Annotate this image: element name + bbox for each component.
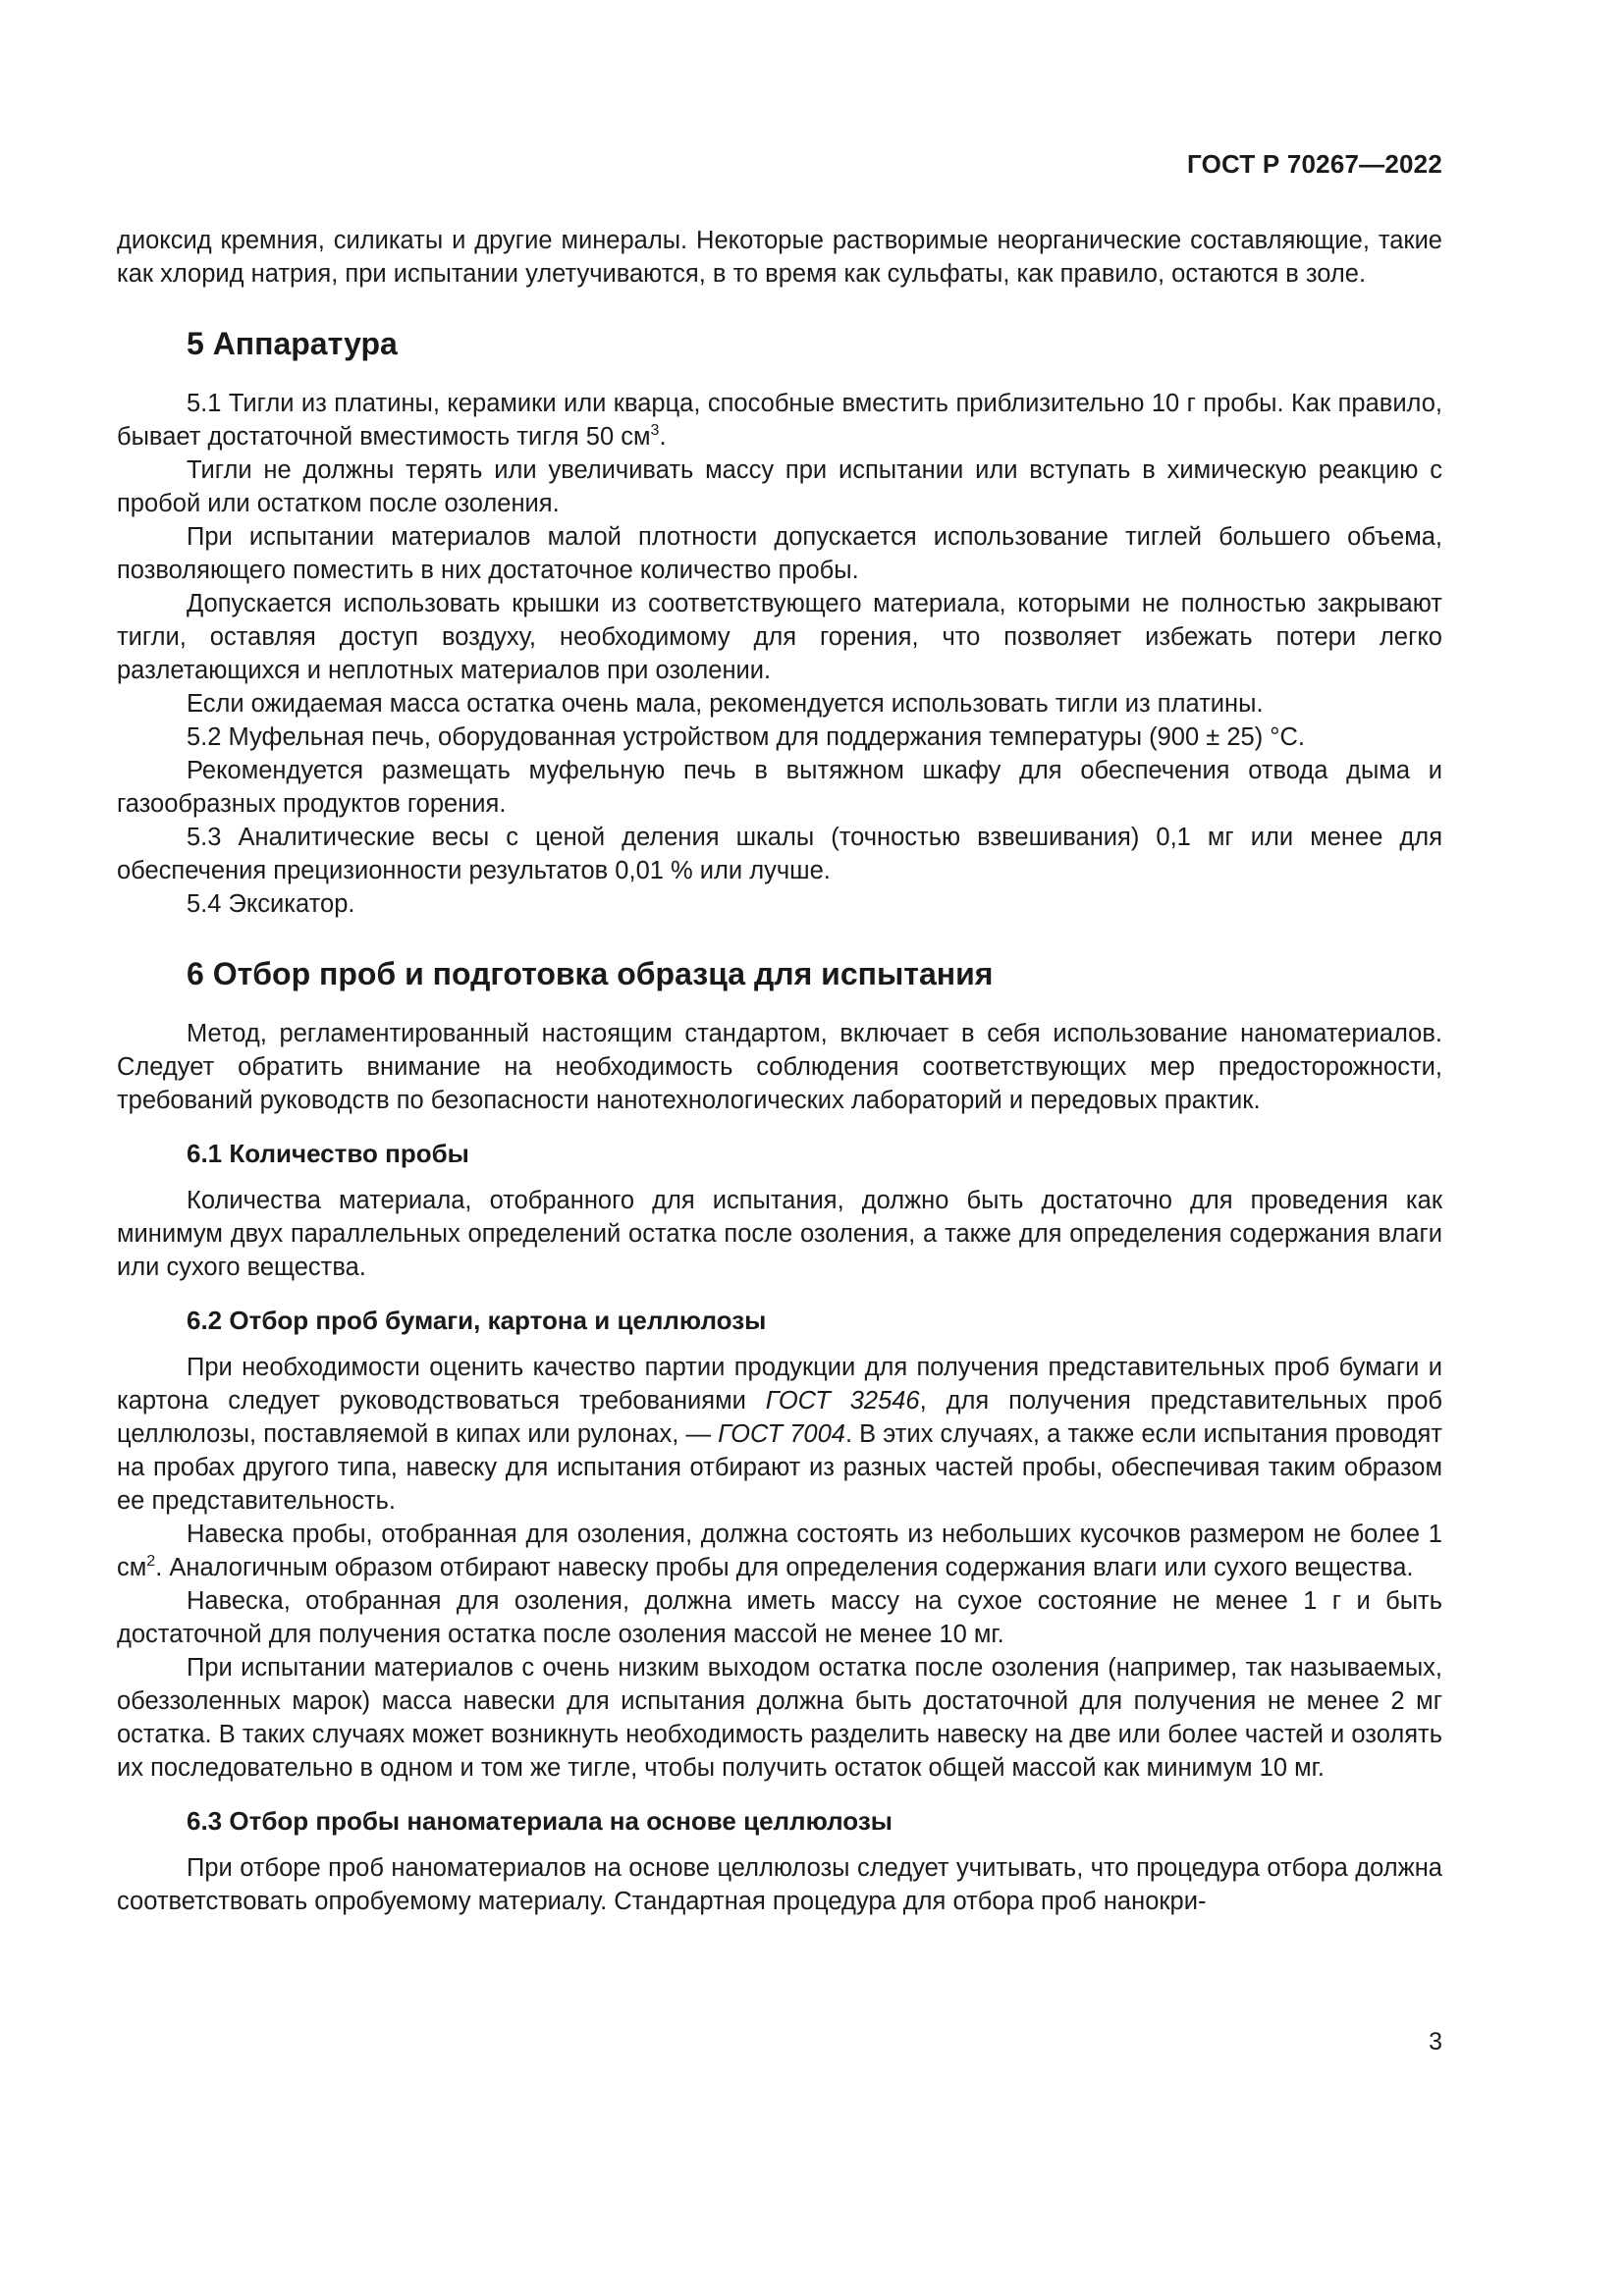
superscript-3: 3	[650, 422, 660, 439]
page-content	[117, 224, 1442, 1918]
doc-header-code: ГОСТ Р 70267—2022	[1187, 149, 1442, 179]
paragraph: При отборе проб наноматериалов на основе целлюлозы следует учитывать, что процедура отбора должна соответствовать опробуемому материалу. Стандартная процедура для отбора проб нанокри-	[117, 1854, 1442, 1915]
paragraph: Рекомендуется размещать муфельную печь в вытяжном шкафу для обеспечения отвода дыма и газообразных продуктов горения.	[117, 757, 1442, 818]
paragraph: При испытании материалов с очень низким выходом остатка после озоления (например, так называемых, обеззоленных марок) масса навески для испытания должна быть достаточной для получения не менее 2 мг остатка. В таких случаях может возникнуть необходимость разделить навеску на две или более частей и озолять их последовательно в одном и том же тигле, чтобы получить остаток общей массой как минимум 10 мг.	[117, 1654, 1442, 1782]
subsection-6-1-title: 6.1 Количество пробы	[187, 1139, 469, 1168]
subsection-6-2-title: 6.2 Отбор проб бумаги, картона и целлюлозы	[187, 1306, 767, 1335]
paragraph: Допускается использовать крышки из соответствующего материала, которыми не полностью закрывают тигли, оставляя доступ воздуху, необходимому для горения, что позволяет избежать потери легко разлетающихся и неплотных материалов при озолении.	[117, 590, 1442, 684]
paragraph-5-1: 5.1 Тигли из платины, керамики или кварца, способные вместить приблизительно 10 г пробы. Как правило, бывает достаточной вместимость тигля 50 $см^3$.	[117, 390, 1442, 451]
paragraph: Если ожидаемая масса остатка очень мала, рекомендуется использовать тигли из платины.	[187, 690, 1264, 718]
subsection-6-3-title: 6.3 Отбор пробы наноматериала на основе целлюлозы	[187, 1806, 893, 1836]
standard-reference-link: ГОСТ 7004	[718, 1420, 845, 1448]
paragraph: При необходимости оценить качество партии продукции для получения представительных проб бумаги и картона следует руководствоваться требованиями ГОСТ 32546, для получения представительных проб целлюлозы, поставляемой в кипах или рулонах, — ГОСТ 7004. В этих случаях, а также если испытания проводят на пробах другого типа, навеску для испытания отбирают из разных частей пробы, обеспечивая таким образом ее представительность.	[117, 1354, 1442, 1515]
paragraph: Навеска пробы, отобранная для озоления, должна состоять из небольших кусочков размером не более 1 $см^2$. Аналогичным образом отбирают навеску пробы для определения содержания влаги или сухого вещества.	[117, 1521, 1442, 1581]
paragraph-5-3: 5.3 Аналитические весы с ценой деления шкалы (точностью взвешивания) 0,1 мг или менее для обеспечения прецизионности результатов 0,01 % или лучше.	[117, 824, 1442, 884]
section-6-title: 6 Отбор проб и подготовка образца для испытания	[187, 956, 994, 991]
paragraph: Количества материала, отобранного для испытания, должно быть достаточно для проведения как минимум двух параллельных определений остатка после озоления, а также для определения содержания влаги или сухого вещества.	[117, 1187, 1442, 1281]
paragraph: Метод, регламентированный настоящим стандартом, включает в себя использование наноматериалов. Следует обратить внимание на необходимость соблюдения соответствующих мер предосторожности, требований руководств по безопасности нанотехнологических лабораторий и передовых практик.	[117, 1020, 1442, 1114]
page-number: 3	[1429, 2028, 1442, 2056]
paragraph: При испытании материалов малой плотности допускается использование тиглей большего объема, позволяющего поместить в них достаточное количество пробы.	[117, 523, 1442, 584]
section-5-title: 5 Аппаратура	[187, 326, 398, 361]
intro-paragraph: диоксид кремния, силикаты и другие минералы. Некоторые растворимые неорганические составляющие, такие как хлорид натрия, при испытании улетучиваются, в то время как сульфаты, как правило, остаются в золе.	[117, 227, 1442, 288]
paragraph-5-4: 5.4 Эксикатор.	[187, 890, 355, 918]
paragraph: Навеска, отобранная для озоления, должна иметь массу на сухое состояние не менее 1 г и быть достаточной для получения остатка после озоления массой не менее 10 мг.	[117, 1587, 1442, 1648]
superscript-2: 2	[146, 1553, 156, 1570]
paragraph-5-2: 5.2 Муфельная печь, оборудованная устройством для поддержания температуры (900 ± 25) °С.	[187, 723, 1305, 751]
standard-reference-link: ГОСТ 32546	[765, 1387, 920, 1415]
paragraph: Тигли не должны терять или увеличивать массу при испытании или вступать в химическую реакцию с пробой или остатком после озоления.	[117, 456, 1442, 517]
